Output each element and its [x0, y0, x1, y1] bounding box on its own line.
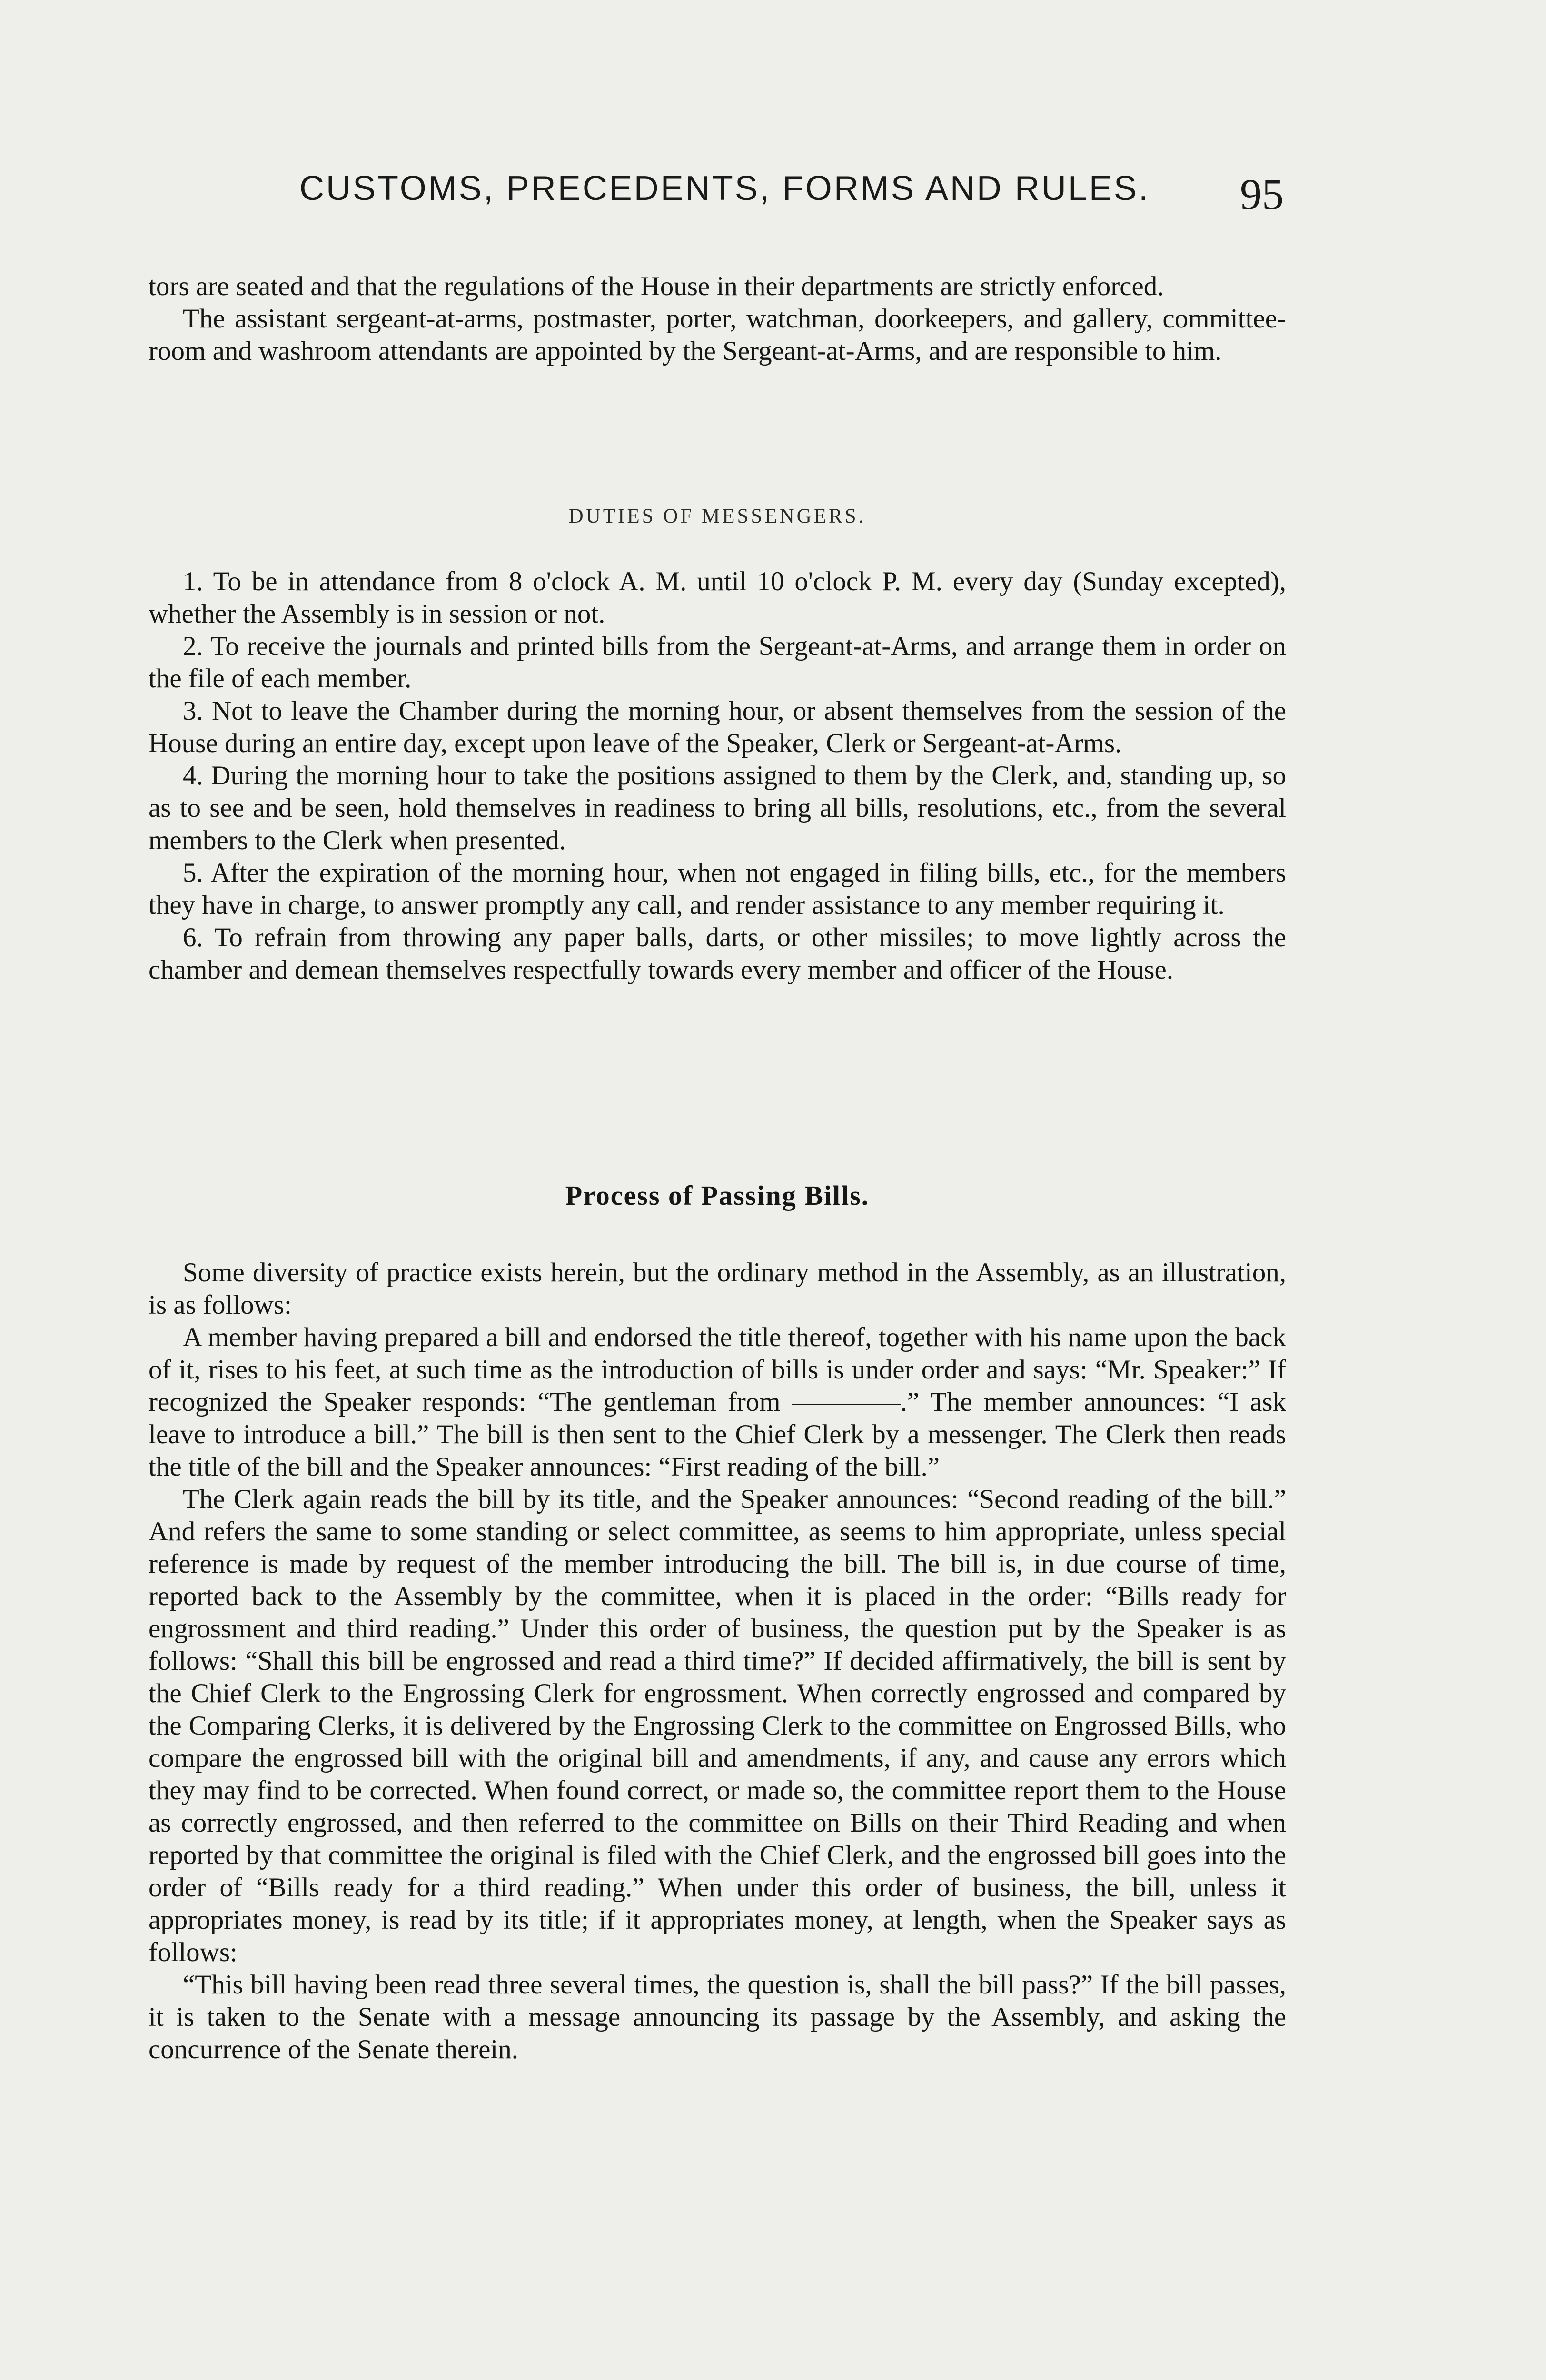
duty-item: 3. Not to leave the Chamber during the morning hour, or absent themselves from the session of the House during an entire day, except upon leave of the Speaker, Clerk or Sergeant-at-Arms.: [149, 696, 1286, 758]
duty-item: 5. After the expiration of the morning hour, when not engaged in filing bills, etc., for the members they have in charge, to answer promptly any call, and render assistance to any member requiring it.: [149, 858, 1286, 920]
process-paragraph: A member having prepared a bill and endorsed the title thereof, together with his name upon the back of it, rises to his feet, at such time as the introduction of bills is under order and says: “Mr. Speaker:” If recognized the Speaker responds: “The gentleman from ————.” The member announces: “I ask leave to introduce a bill.” The bill is then sent to the Chief Clerk by a messenger. The Clerk then reads the title of the bill and the Speaker announces: “First reading of the bill.”: [149, 1322, 1286, 1482]
intro-paragraph: The assistant sergeant-at-arms, postmaster, porter, watchman, doorkeepers, and gallery, committee-room and washroom attendants are appointed by the Sergeant-at-Arms, and are responsible to him.: [149, 304, 1286, 366]
process-paragraph: Some diversity of practice exists herein, but the ordinary method in the Assembly, as an illustration, is as follows:: [149, 1258, 1286, 1320]
process-paragraph: The Clerk again reads the bill by its title, and the Speaker announces: “Second reading of the bill.” And refers the same to some standing or select committee, as seems to him appropriate, unless special reference is made by request of the member introducing the bill. The bill is, in due course of time, reported back to the Assembly by the committee, when it is placed in the order: “Bills ready for engrossment and third reading.” Under this order of business, the question put by the Speaker is as follows: “Shall this bill be engrossed and read a third time?” If decided affirmatively, the bill is sent by the Chief Clerk to the Engrossing Clerk for engrossment. When correctly engrossed and compared by the Comparing Clerks, it is delivered by the Engrossing Clerk to the committee on Engrossed Bills, who compare the engrossed bill with the original bill and amendments, if any, and cause any errors which they may find to be corrected. When found correct, or made so, the committee report them to the House as correctly engrossed, and then referred to the committee on Bills on their Third Reading and when reported by that committee the original is filed with the Chief Clerk, and the engrossed bill goes into the order of “Bills ready for a third reading.” When under this order of business, the bill, unless it appropriates money, is read by its title; if it appropriates money, at length, when the Speaker says as follows:: [149, 1484, 1286, 1967]
intro-text: [149, 270, 1286, 367]
duties-heading: DUTIES OF MESSENGERS.: [568, 505, 866, 527]
duty-item: 1. To be in attendance from 8 o'clock A. M. until 10 o'clock P. M. every day (Sunday excepted), whether the Assembly is in session or not.: [149, 566, 1286, 629]
intro-paragraph: tors are seated and that the regulations of the House in their departments are strictly enforced.: [149, 271, 1164, 301]
process-paragraph: “This bill having been read three several times, the question is, shall the bill pass?” If the bill passes, it is taken to the Senate with a message announcing its passage by the Assembly, and asking the concurrence of the Senate therein.: [149, 1970, 1286, 2064]
duty-item: 6. To refrain from throwing any paper balls, darts, or other missiles; to move lightly across the chamber and demean themselves respectfully towards every member and officer of the House.: [149, 922, 1286, 985]
process-text: [149, 1257, 1286, 2066]
running-title: CUSTOMS, PRECEDENTS, FORMS AND RULES.: [299, 169, 1150, 208]
duties-list: [149, 565, 1286, 986]
duty-item: 4. During the morning hour to take the positions assigned to them by the Clerk, and, standing up, so as to see and be seen, hold themselves in readiness to bring all bills, resolutions, etc., from the several members to the Clerk when presented.: [149, 761, 1286, 855]
page-number: 95: [1240, 170, 1284, 218]
process-heading: Process of Passing Bills.: [565, 1180, 870, 1211]
duty-item: 2. To receive the journals and printed bills from the Sergeant-at-Arms, and arrange them in order on the file of each member.: [149, 631, 1286, 694]
